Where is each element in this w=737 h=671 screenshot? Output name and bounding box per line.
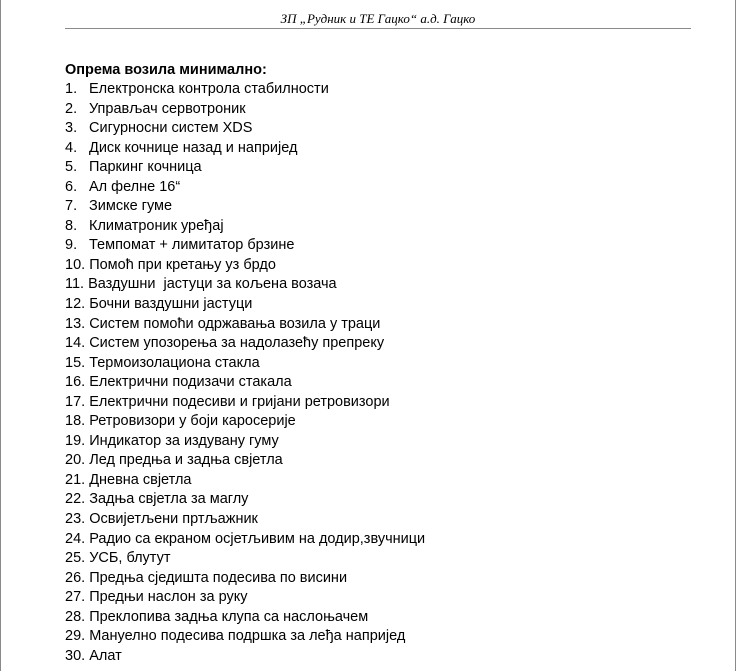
item-number: 9. xyxy=(65,237,78,254)
item-number: 16. xyxy=(65,374,90,391)
item-number: 8. xyxy=(65,217,78,234)
item-number: 25. xyxy=(65,550,90,567)
item-number: 4. xyxy=(65,139,78,156)
list-item xyxy=(65,275,425,295)
item-text: Управљач сервотроник xyxy=(89,100,246,117)
section-title: Опрема возила минимално: xyxy=(65,62,267,78)
list-item xyxy=(65,197,425,217)
item-number: 13. xyxy=(65,315,90,332)
item-text: Ал фелне 16“ xyxy=(89,178,181,195)
item-text: Алат xyxy=(89,647,122,664)
item-number: 7. xyxy=(65,198,78,215)
item-number: 20. xyxy=(65,452,90,469)
list-item xyxy=(65,217,425,237)
item-text: Електрични подесиви и гријани ретровизори xyxy=(89,393,390,410)
item-text: Преклопива задња клупа са наслоњачем xyxy=(89,608,369,625)
list-item xyxy=(65,451,425,471)
item-number: 23. xyxy=(65,511,90,528)
item-text: Диск кочнице назад и напријед xyxy=(89,139,298,156)
item-number: 12. xyxy=(65,296,90,313)
item-number: 15. xyxy=(65,354,90,371)
item-text: Електрични подизачи стакала xyxy=(89,374,292,391)
item-text: Индикатор за издувану гуму xyxy=(89,432,279,449)
list-item xyxy=(65,236,425,256)
list-item xyxy=(65,100,425,120)
list-item xyxy=(65,80,425,100)
item-text: Бочни ваздушни јастуци xyxy=(89,296,253,313)
item-text: Ретровизори у боји каросерије xyxy=(89,413,296,430)
list-item xyxy=(65,354,425,374)
list-item xyxy=(65,139,425,159)
list-item xyxy=(65,393,425,413)
list-item xyxy=(65,256,425,276)
item-text: Помоћ при кретању уз брдо xyxy=(89,256,276,273)
list-item xyxy=(65,510,425,530)
item-text: Зимске гуме xyxy=(89,198,173,215)
item-text: Термоизолациона стакла xyxy=(89,354,260,371)
item-number: 30. xyxy=(65,647,90,664)
item-text: Освијетљени пртљажник xyxy=(89,511,258,528)
item-number: 10. xyxy=(65,256,90,273)
item-number: 2. xyxy=(65,100,78,117)
page-header: ЗП „Рудник и ТЕ Гацко“ а.д. Гацко xyxy=(65,9,691,29)
list-item xyxy=(65,412,425,432)
list-item xyxy=(65,588,425,608)
item-number: 18. xyxy=(65,413,90,430)
list-item xyxy=(65,530,425,550)
list-item xyxy=(65,178,425,198)
list-item xyxy=(65,334,425,354)
equipment-list xyxy=(65,80,425,666)
item-number: 1. xyxy=(65,81,78,97)
item-text: Климатроник уређај xyxy=(89,217,224,234)
item-text: Ваздушни јастуци за кољена возача xyxy=(88,276,337,293)
item-number: 27. xyxy=(65,589,90,606)
list-item xyxy=(65,119,425,139)
item-text: Предњи наслон за руку xyxy=(89,589,248,606)
item-text: Систем помоћи одржавања возила у траци xyxy=(89,315,381,332)
item-text: Мануелно подесива подршка за леђа напријед xyxy=(89,628,406,645)
list-item xyxy=(65,295,425,315)
list-item xyxy=(65,471,425,491)
item-number: 22. xyxy=(65,491,90,508)
item-number: 14. xyxy=(65,335,90,352)
item-text: Систем упозорења за надолазећу препреку xyxy=(89,335,385,352)
item-text: Дневна свјетла xyxy=(89,471,192,488)
item-number: 28. xyxy=(65,608,90,625)
item-number: 26. xyxy=(65,569,90,586)
item-number: 6. xyxy=(65,178,78,195)
item-text: УСБ, блутут xyxy=(89,550,171,567)
list-item xyxy=(65,569,425,589)
item-text: Задња свјетла за маглу xyxy=(89,491,249,508)
item-number: 21. xyxy=(65,471,90,488)
item-number: 19. xyxy=(65,432,90,449)
list-item xyxy=(65,158,425,178)
item-text: Темпомат + лимитатор брзине xyxy=(89,237,295,254)
list-item xyxy=(65,608,425,628)
item-number: 29. xyxy=(65,628,90,645)
item-text: Предња сједишта подесива по висини xyxy=(89,569,348,586)
list-item xyxy=(65,373,425,393)
item-number: 24. xyxy=(65,530,90,547)
list-item xyxy=(65,432,425,452)
list-item xyxy=(65,490,425,510)
list-item xyxy=(65,549,425,569)
item-text: Лед предња и задња свјетла xyxy=(89,452,283,469)
item-text: Паркинг кочница xyxy=(89,159,202,176)
item-number: 17. xyxy=(65,393,90,410)
list-item xyxy=(65,647,425,667)
list-item xyxy=(65,315,425,335)
item-number: 3. xyxy=(65,120,78,137)
item-number: 5. xyxy=(65,159,78,176)
item-text: Сигурносни систем XDS xyxy=(89,120,253,137)
item-number: 11. xyxy=(65,276,89,293)
item-text: Електронска контрола стабилности xyxy=(89,81,329,97)
item-text: Радио са екраном осјетљивим на додир,звучници xyxy=(89,530,426,547)
list-item xyxy=(65,627,425,647)
